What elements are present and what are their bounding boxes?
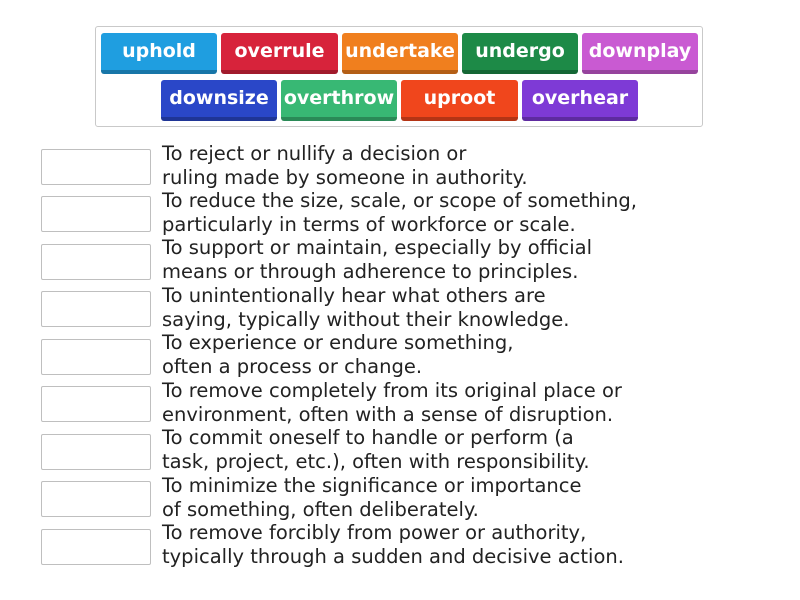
- definition-text-1: To reject or nullify a decision or ruling made by someone in authority.: [162, 142, 528, 189]
- definition-text-8: To minimize the significance or importance of something, often deliberately.: [162, 474, 582, 521]
- word-tile-overhear[interactable]: overhear: [522, 80, 638, 121]
- definition-text-2: To reduce the size, scale, or scope of something, particularly in terms of workforce or scale.: [162, 189, 637, 236]
- definition-text-7: To commit oneself to handle or perform (a task, project, etc.), often with responsibility.: [162, 426, 590, 473]
- answer-slot-1[interactable]: [41, 149, 151, 185]
- answer-slot-8[interactable]: [41, 481, 151, 517]
- word-tile-downsize[interactable]: downsize: [161, 80, 277, 121]
- answer-slot-5[interactable]: [41, 339, 151, 375]
- word-tile-undergo[interactable]: undergo: [462, 33, 578, 74]
- definition-text-4: To unintentionally hear what others are saying, typically without their knowledge.: [162, 284, 570, 331]
- word-tile-uproot[interactable]: uproot: [401, 80, 518, 121]
- word-tile-overthrow[interactable]: overthrow: [281, 80, 397, 121]
- definition-text-6: To remove completely from its original place or environment, often with a sense of disruption.: [162, 379, 622, 426]
- word-tile-downplay[interactable]: downplay: [582, 33, 698, 74]
- answer-slot-3[interactable]: [41, 244, 151, 280]
- answer-slot-7[interactable]: [41, 434, 151, 470]
- answer-slot-2[interactable]: [41, 196, 151, 232]
- answer-slot-4[interactable]: [41, 291, 151, 327]
- answer-slot-9[interactable]: [41, 529, 151, 565]
- word-tile-uphold[interactable]: uphold: [101, 33, 217, 74]
- definition-text-9: To remove forcibly from power or authority, typically through a sudden and decisive action.: [162, 521, 624, 568]
- word-tile-overrule[interactable]: overrule: [221, 33, 338, 74]
- word-tile-undertake[interactable]: undertake: [342, 33, 458, 74]
- definition-text-5: To experience or endure something, often a process or change.: [162, 331, 514, 378]
- answer-slot-6[interactable]: [41, 386, 151, 422]
- definition-text-3: To support or maintain, especially by official means or through adherence to principles.: [162, 236, 593, 283]
